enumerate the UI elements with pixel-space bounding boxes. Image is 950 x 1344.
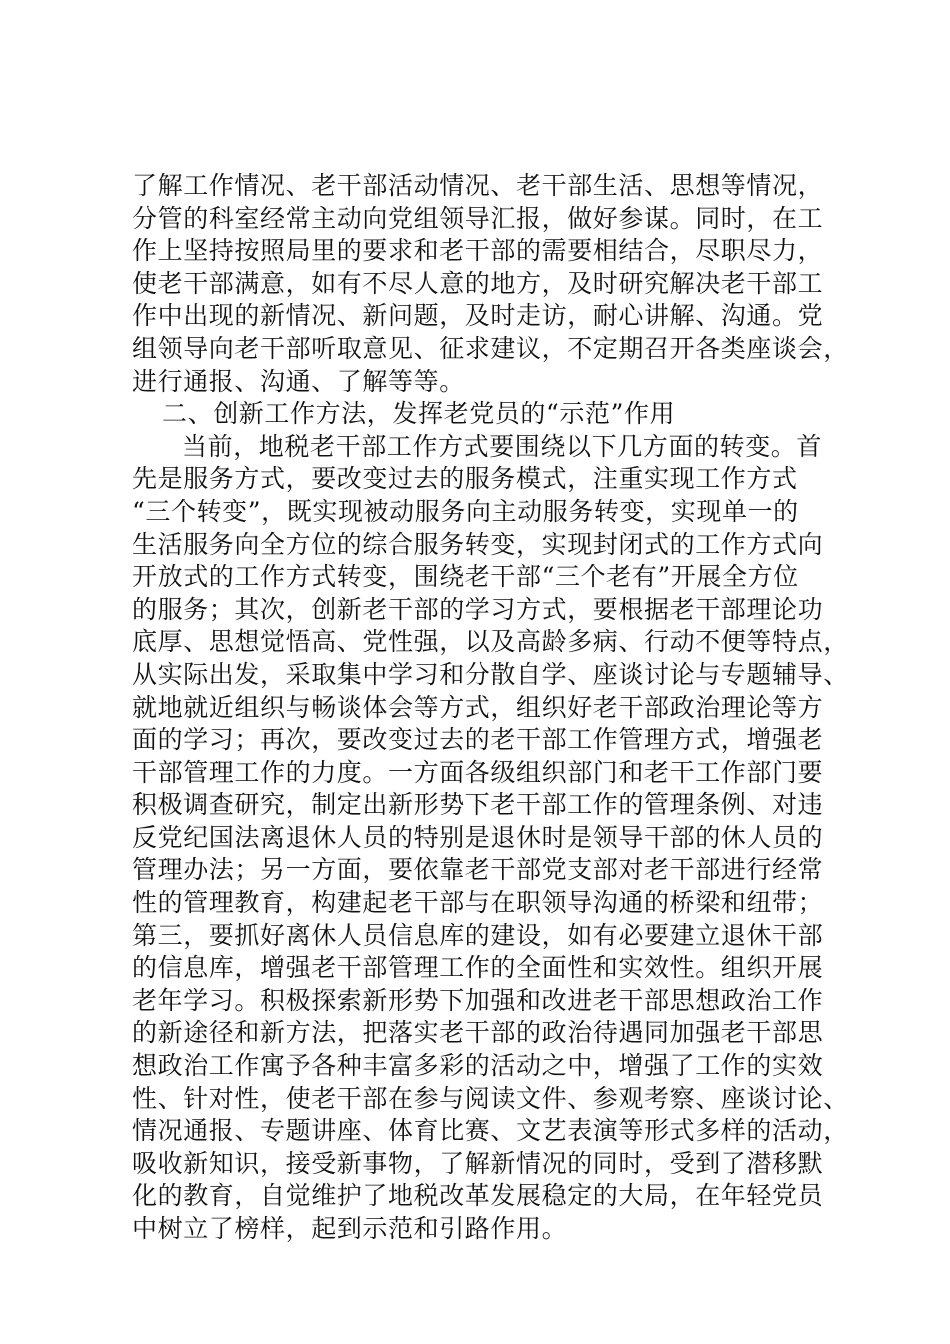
text-line: 反党纪国法离退休人员的特别是退休时是领导干部的休人员的 [132,822,824,852]
text-line: 干部管理工作的力度。一方面各级组织部门和老干工作部门要 [132,757,824,787]
text-line: 二、创新工作方法，发挥老党员的“示范”作用 [162,399,676,429]
text-line: 分管的科室经常主动向党组领导汇报，做好参谋。同时，在工 [132,203,824,233]
text-line: 情况通报、专题讲座、体育比赛、文艺表演等形式多样的活动， [132,1116,849,1146]
document-body-text [132,170,852,1246]
text-line: 先是服务方式，要改变过去的服务模式，注重实现工作方式 [132,464,798,494]
text-line: 性、针对性，使老干部在参与阅读文件、参观考察、座谈讨论、 [132,1083,849,1113]
text-line: 管理办法；另一方面，要依靠老干部党支部对老干部进行经常 [132,855,824,885]
text-line: 使老干部满意，如有不尽人意的地方，及时研究解决老干部工 [132,268,824,298]
text-line: 的服务；其次，创新老干部的学习方式，要根据老干部理论功 [132,594,824,624]
text-line: 作中出现的新情况、新问题，及时走访，耐心讲解、沟通。党 [132,301,824,331]
text-line: “三个转变”，既实现被动服务向主动服务转变，实现单一的 [132,496,799,526]
text-line: 老年学习。积极探索新形势下加强和改进老干部思想政治工作 [132,985,824,1015]
text-line: 的信息库，增强老干部管理工作的全面性和实效性。组织开展 [132,953,824,983]
text-line: 底厚、思想觉悟高、党性强，以及高龄多病、行动不便等特点， [132,627,849,657]
text-line: 想政治工作寓予各种丰富多彩的活动之中，增强了工作的实效 [132,1051,824,1081]
text-line: 化的教育，自觉维护了地税改革发展稳定的大局，在年轻党员 [132,1181,824,1211]
text-line: 吸收新知识，接受新事物，了解新情况的同时，受到了潜移默 [132,1148,824,1178]
text-line: 了解工作情况、老干部活动情况、老干部生活、思想等情况， [132,171,824,200]
text-line: 性的管理教育，构建起老干部与在职领导沟通的桥梁和纽带； [132,888,824,918]
text-line: 开放式的工作方式转变，围绕老干部“三个老有”开展全方位 [132,562,799,592]
text-line: 面的学习；再次，要改变过去的老干部工作管理方式，增强老 [132,725,824,755]
text-line: 组领导向老干部听取意见、征求建议，不定期召开各类座谈会， [132,333,849,363]
text-line: 中树立了榜样，起到示范和引路作用。 [132,1214,568,1243]
text-line: 就地就近组织与畅谈体会等方式，组织好老干部政治理论等方 [132,692,824,722]
text-line: 作上坚持按照局里的要求和老干部的需要相结合，尽职尽力， [132,236,824,266]
text-line: 积极调查研究，制定出新形势下老干部工作的管理条例、对违 [132,790,824,820]
text-line: 生活服务向全方位的综合服务转变，实现封闭式的工作方式向 [132,529,824,559]
text-line: 第三，要抓好离休人员信息库的建设，如有必要建立退休干部 [132,920,824,950]
text-line: 的新途径和新方法，把落实老干部的政治待遇同加强老干部思 [132,1018,824,1048]
text-line: 从实际出发，采取集中学习和分散自学、座谈讨论与专题辅导、 [132,659,849,689]
text-line: 进行通报、沟通、了解等等。 [132,366,465,396]
text-line: 当前，地税老干部工作方式要围绕以下几方面的转变。首 [182,431,823,461]
